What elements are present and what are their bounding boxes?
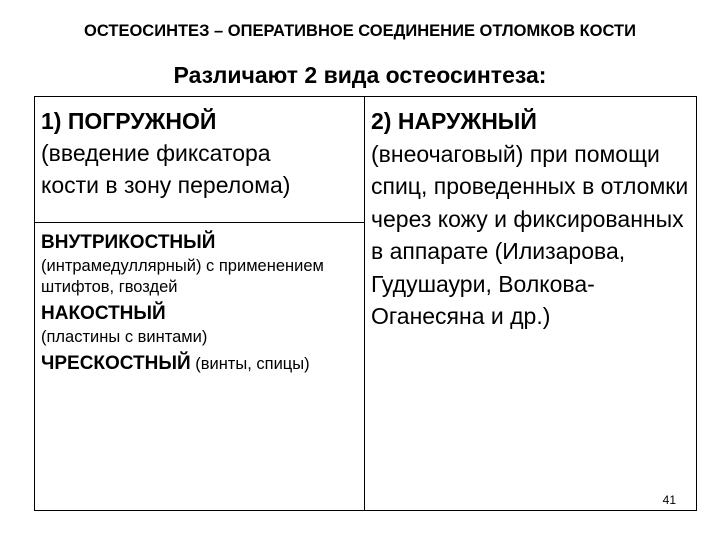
subtype-detail: (винты, спицы)	[195, 355, 310, 373]
submerged-type-description-line-1: (введение фиксатора	[41, 140, 271, 166]
submerged-subtypes-cell	[41, 230, 359, 380]
column-divider	[364, 97, 365, 510]
subtype-name: НАКОСТНЫЙ	[41, 303, 166, 324]
subtype-detail: (пластины с винтами)	[41, 328, 208, 346]
subtype-detail: (интрамедуллярный) с применением штифтов, гвоздей	[41, 257, 324, 296]
subtype-name: ЧРЕСКОСТНЫЙ	[41, 353, 191, 374]
submerged-type-header-cell	[41, 105, 363, 201]
slide-subtitle: Различают 2 вида остеосинтеза:	[173, 62, 547, 88]
subtype-intramedullary	[41, 230, 359, 298]
external-type-title: 2) НАРУЖНЫЙ	[371, 108, 537, 134]
submerged-type-title: 1) ПОГРУЖНОЙ	[41, 108, 217, 134]
page-number: 41	[662, 493, 676, 507]
external-type-cell	[371, 105, 693, 333]
slide-title: ОСТЕОСИНТЕЗ – ОПЕРАТИВНОЕ СОЕДИНЕНИЕ ОТЛОМКОВ КОСТИ	[84, 22, 636, 40]
subtype-name: ВНУТРИКОСТНЫЙ	[41, 232, 216, 253]
external-type-description: (внеочаговый) при помощи спиц, проведенных в отломки через кожу и фиксированных в аппарате (Илизарова, Гудушаури, Волкова-Оганесяна и др.)	[371, 140, 689, 329]
subtype-transosseous	[41, 351, 359, 377]
osteosynthesis-table	[34, 96, 697, 511]
subtype-extraosseous	[41, 301, 359, 348]
submerged-type-description-line-2: кости в зону перелома)	[41, 172, 291, 198]
row-divider	[35, 222, 364, 223]
